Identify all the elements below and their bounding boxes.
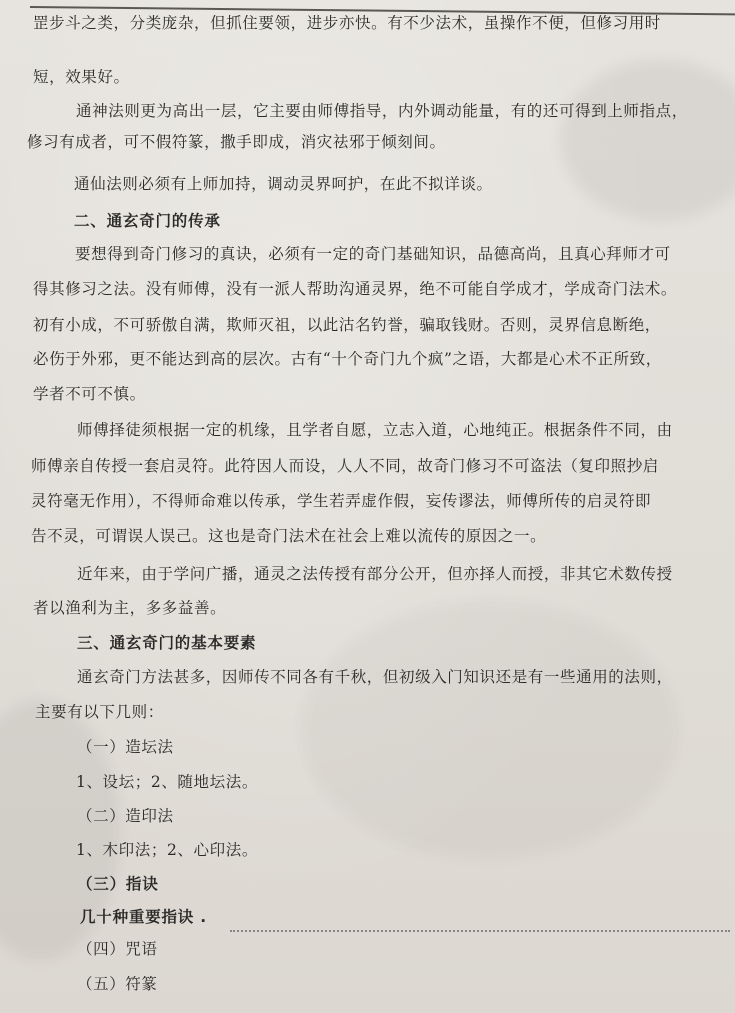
text-line: 1、设坛；2、随地坛法。 bbox=[76, 773, 258, 791]
text-line: 通玄奇门方法甚多，因师传不同各有千秋，但初级入门知识还是有一些通用的法则， bbox=[77, 668, 673, 686]
text-line: 学者不可不慎。 bbox=[33, 385, 146, 403]
section-heading: 二、通玄奇门的传承 bbox=[74, 212, 221, 230]
text-line: 罡步斗之类，分类庞杂，但抓住要领，进步亦快。有不少法术，虽操作不便，但修习用时 bbox=[33, 14, 661, 32]
text-line: 近年来，由于学问广播，通灵之法传授有部分公开，但亦择人而授，非其它术数传授 bbox=[77, 565, 673, 583]
dotted-smudge bbox=[230, 930, 730, 936]
paper-stain bbox=[560, 60, 735, 220]
text-line: 师傅亲自传授一套启灵符。此符因人而设，人人不同，故奇门修习不可盗法（复印照抄启 bbox=[31, 457, 659, 475]
text-line: 要想得到奇门修习的真诀，必须有一定的奇门基础知识，品德高尚，且真心拜师才可 bbox=[75, 245, 671, 263]
subheading: （一）造坛法 bbox=[77, 738, 174, 756]
text-line: 必伤于外邪，更不能达到高的层次。古有“十个奇门九个疯”之语，大都是心术不正所致， bbox=[33, 350, 662, 368]
subheading: （四）咒语 bbox=[77, 940, 158, 958]
subheading: （二）造印法 bbox=[77, 807, 174, 825]
text-line: 主要有以下几则： bbox=[35, 703, 164, 721]
text-line: 几十种重要指诀 . bbox=[80, 908, 207, 926]
text-line: 短，效果好。 bbox=[33, 68, 130, 86]
text-line: 通神法则更为高出一层，它主要由师傅指导，内外调动能量，有的还可得到上师指点， bbox=[76, 102, 688, 120]
text-line: 师傅择徒须根据一定的机缘，且学者自愿，立志入道，心地纯正。根据条件不同，由 bbox=[77, 421, 673, 439]
text-line: 通仙法则必须有上师加持，调动灵界呵护，在此不拟详谈。 bbox=[74, 175, 493, 193]
section-heading: 三、通玄奇门的基本要素 bbox=[77, 634, 257, 652]
text-line: 告不灵，可谓误人误己。这也是奇门法术在社会上难以流传的原因之一。 bbox=[31, 527, 547, 545]
text-line: 初有小成，不可骄傲自满，欺师灭祖，以此沽名钓誉，骗取钱财。否则，灵界信息断绝， bbox=[33, 316, 661, 334]
text-line: 者以渔利为主，多多益善。 bbox=[33, 599, 227, 617]
subheading: （三）指诀 bbox=[77, 875, 159, 893]
text-line: 修习有成者，可不假符篆，撒手即成，消灾祛邪于倾刻间。 bbox=[27, 133, 446, 151]
paper-stain bbox=[300, 600, 680, 860]
text-line: 灵符毫无作用），不得师命难以传承，学生若弄虚作假，妄传谬法，师傅所传的启灵符即 bbox=[31, 492, 652, 510]
subheading: （五）符篆 bbox=[77, 975, 158, 993]
text-line: 1、木印法；2、心印法。 bbox=[76, 841, 258, 859]
text-line: 得其修习之法。没有师傅，没有一派人帮助沟通灵界，绝不可能自学成才，学成奇门法术。 bbox=[33, 280, 678, 298]
